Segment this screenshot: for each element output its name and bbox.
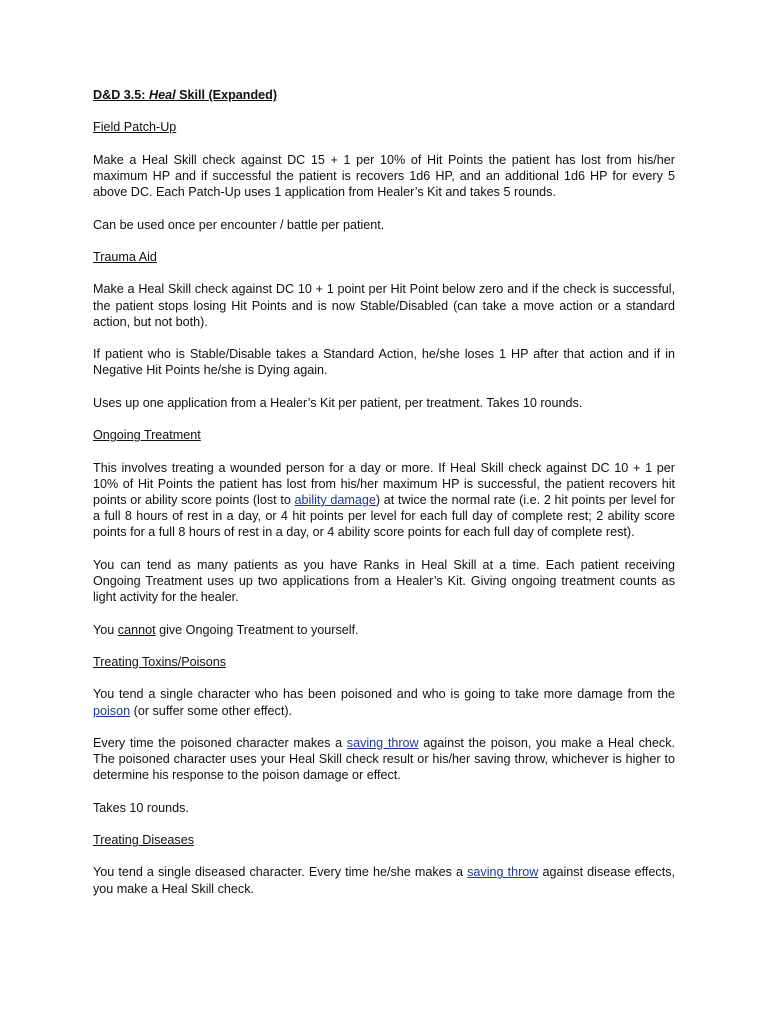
text-run: You tend a single character who has been poisoned and who is going to take more damage from the xyxy=(93,687,675,702)
paragraph: Can be used once per encounter / battle per patient. xyxy=(93,217,385,232)
paragraph xyxy=(93,864,675,896)
poison-link[interactable]: poison xyxy=(93,703,131,718)
heading-treating-toxins: Treating Toxins/Poisons xyxy=(93,654,227,669)
document-page xyxy=(93,87,675,897)
document-title xyxy=(93,87,675,103)
text-run: against the poison, you make a Heal check. The poisoned character uses your Heal Skill check result or his/her saving throw, whichever is higher to determine his response to the poison damage or effect. xyxy=(93,735,675,783)
paragraph: You can tend as many patients as you have Ranks in Heal Skill at a time. Each patient receiving Ongoing Treatment uses up two applications from a Healer’s Kit. Giving ongoing treatment counts as light activity for the healer. xyxy=(93,557,675,605)
heading-trauma-aid: Trauma Aid xyxy=(93,249,157,264)
text-run: This involves treating a wounded person for a day or more. If Heal Skill check against DC 10 + 1 per 10% of Hit Points the patient has lost from his/her maximum HP is successful, the patient recovers hit points or ability score points (lost to xyxy=(93,460,675,507)
paragraph xyxy=(93,735,675,784)
paragraph: Takes 10 rounds. xyxy=(93,800,189,815)
text-run: against disease effects, you make a Heal Skill check. xyxy=(93,865,676,896)
title-italic: Heal xyxy=(148,88,176,102)
heading-ongoing-treatment: Ongoing Treatment xyxy=(93,428,201,443)
saving-throw-link[interactable]: saving throw xyxy=(346,735,419,750)
underlined-cannot: cannot xyxy=(117,622,156,637)
ability-damage-link[interactable]: ability damage xyxy=(294,492,376,507)
heading-field-patch-up: Field Patch-Up xyxy=(93,120,177,135)
text-run: ) at twice the normal rate (i.e. 2 hit points per level for a full 8 hours of rest in a day, or 4 hit points per level for each full day of complete rest; 2 ability score points for a full 8 hours of rest in a day, or 4 ability score points for each full day of complete rest). xyxy=(93,492,675,540)
text-run: You xyxy=(93,622,118,637)
text-run: You tend a single diseased character. Every time he/she makes a xyxy=(93,865,468,880)
paragraph: If patient who is Stable/Disable takes a Standard Action, he/she loses 1 HP after that action and if in Negative Hit Points he/she is Dying again. xyxy=(93,347,675,378)
saving-throw-link[interactable]: saving throw xyxy=(467,865,539,880)
title-prefix: D&D 3.5: xyxy=(93,88,149,102)
paragraph xyxy=(93,686,675,718)
text-run: (or suffer some other effect). xyxy=(130,703,293,718)
paragraph: Make a Heal Skill check against DC 10 + 1 point per Hit Point below zero and if the check is successful, the patient stops losing Hit Points and is now Stable/Disabled (can take a move action or a standard action, but not both). xyxy=(93,282,675,329)
heading-treating-diseases: Treating Diseases xyxy=(93,833,195,848)
text-run: Every time the poisoned character makes a xyxy=(93,735,347,750)
paragraph: Make a Heal Skill check against DC 15 + 1 per 10% of Hit Points the patient has lost from his/her maximum HP and if successful the patient is recovers 1d6 HP, and an additional 1d6 HP for every 5 above DC. Each Patch-Up uses 1 application from Healer’s Kit and takes 5 rounds. xyxy=(93,152,675,200)
title-suffix: Skill (Expanded) xyxy=(175,88,278,102)
text-run: give Ongoing Treatment to yourself. xyxy=(155,622,359,637)
paragraph xyxy=(93,460,675,541)
paragraph xyxy=(93,622,675,638)
paragraph: Uses up one application from a Healer’s Kit per patient, per treatment. Takes 10 rounds. xyxy=(93,395,583,410)
